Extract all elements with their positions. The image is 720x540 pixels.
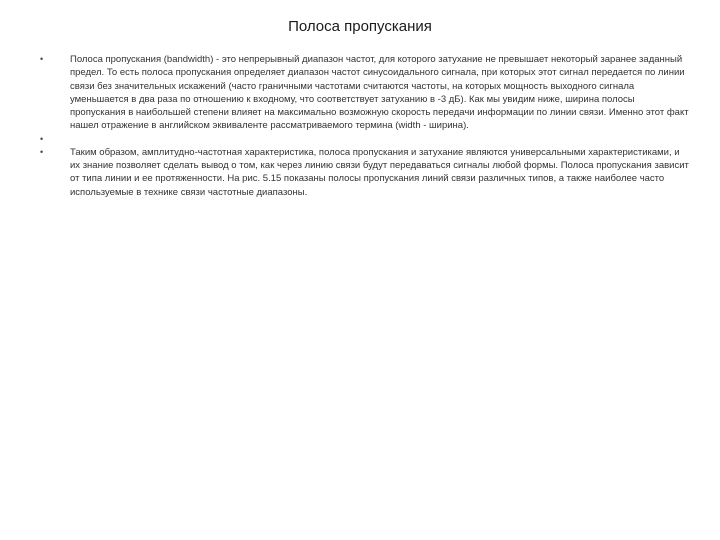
bullet-item-empty — [40, 133, 690, 146]
bullet-icon: • — [40, 146, 44, 157]
bullet-text: Полоса пропускания (bandwidth) - это непрерывный диапазон частот, для которого затухание не превышает некоторый заранее заданный предел. То есть полоса пропускания определяет диапазон частот синусоидального сигнала, при которых этот сигнал передается по линии связи без значительных искажений (часто граничными частотами считаются частоты, на которых мощность выходного сигнала уменьшается в два раза по отношению к входному, что соответствует затуханию в -3 дБ). Как мы увидим ниже, ширина полосы пропускания в наибольшей степени влияет на максимально возможную скорость передачи информации по линии связи. Именно этот факт нашел отражение в английском эквиваленте рассматриваемого термина (width - ширина). — [70, 54, 689, 132]
bullet-icon: • — [40, 133, 44, 144]
bullet-item-bandwidth-definition — [40, 53, 690, 133]
slide-title: Полоса пропускания — [288, 18, 432, 35]
bullet-list — [40, 53, 690, 199]
bullet-text: Таким образом, амплитудно-частотная характеристика, полоса пропускания и затухание являются универсальными характеристиками, и их знание позволяет сделать вывод о том, как через линию связи будут передаваться сигналы любой формы. Полоса пропускания зависит от типа линии и ее протяженности. На рис. 5.15 показаны полосы пропускания линий связи различных типов, а также наиболее часто используемые в технике связи частотные диапазоны. — [70, 146, 689, 198]
bullet-item-characteristics — [40, 146, 690, 199]
bullet-icon: • — [40, 54, 44, 64]
